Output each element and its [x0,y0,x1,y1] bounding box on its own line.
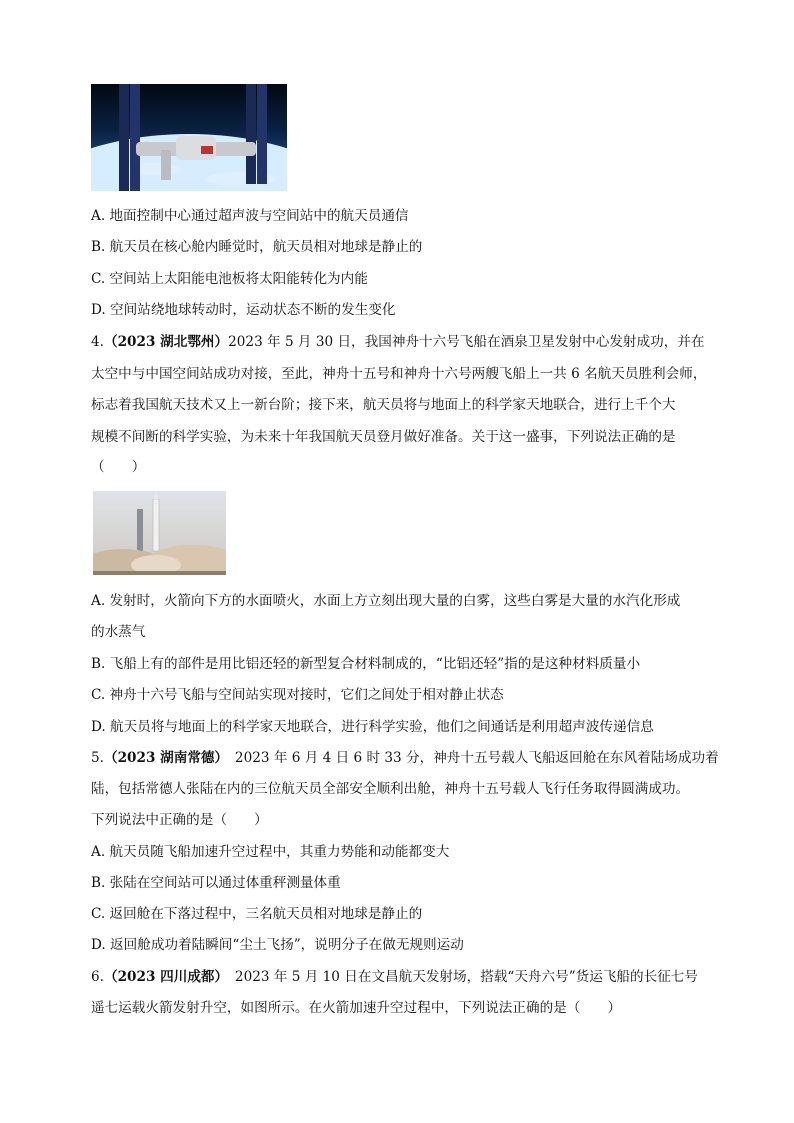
q6-source: （2023 四川成都） [103,969,222,985]
q4-answer-bracket: （ ） [91,459,146,475]
q4-stem-text: 2023 年 5 月 30 日，我国神舟十六号飞船在酒泉卫星发射中心发射成功，并在 [228,334,705,350]
q5-source: （2023 湖南常德） [103,750,222,766]
q3-option-a: A. 地面控制中心通过超声波与空间站中的航天员通信 [91,208,409,224]
q4-option-d: D. 航天员将与地面上的科学家天地联合，进行科学实验，他们之间通话是利用超声波传递信息 [91,719,654,735]
q3-option-b: B. 航天员在核心舱内睡觉时，航天员相对地球是静止的 [91,239,423,255]
q5-option-a: A. 航天员随飞船加速升空过程中，其重力势能和动能都变大 [91,844,450,860]
q4-stem-line-2: 太空中与中国空间站成功对接，至此，神舟十五号和神舟十六号两艘飞船上一共 6 名航天员胜利会师， [91,366,707,382]
q5-stem-line-3: 下列说法中正确的是（ ） [91,812,268,828]
q4-stem-line-1 [91,332,734,352]
q6-stem-text: 2023 年 5 月 10 日在文昌航天发射场，搭载“天舟六号”货运飞船的长征七号 [221,969,698,985]
q3-option-d: D. 空间站绕地球转动时，运动状态不断的发生变化 [91,302,396,318]
q5-stem-line-1 [91,748,734,768]
q3-option-c: C. 空间站上太阳能电池板将太阳能转化为内能 [91,271,368,287]
q5-stem-text: 2023 年 6 月 4 日 6 时 33 分，神舟十五号载人飞船返回舱在东风着陆场成功着 [221,750,719,766]
q4-number: 4. [91,334,104,350]
q4-option-a-line-1: A. 发射时，火箭向下方的水面喷火，水面上方立刻出现大量的白雾，这些白雾是大量的水汽化形成 [91,593,681,609]
q5-option-b: B. 张陆在空间站可以通过体重秤测量体重 [91,875,341,891]
q5-option-c: C. 返回舱在下落过程中，三名航天员相对地球是静止的 [91,906,423,922]
q5-number: 5. [91,750,104,766]
q5-option-d: D. 返回舱成功着陆瞬间“尘土飞扬”，说明分子在做无规则运动 [91,937,464,953]
q4-stem-line-3: 标志着我国航天技术又上一新台阶；接下来，航天员将与地面上的科学家天地联合，进行上千个大 [91,397,676,413]
q5-stem-line-2: 陆，包括常德人张陆在内的三位航天员全部安全顺利出舱，神舟十五号载人飞行任务取得圆满成功。 [91,781,690,797]
rocket-launch-image [93,491,226,575]
q4-stem-line-4: 规模不间断的科学实验，为未来十年我国航天员登月做好准备。关于这一盛事，下列说法正确的是 [91,429,676,445]
q4-option-c: C. 神舟十六号飞船与空间站实现对接时，它们之间处于相对静止状态 [91,687,504,703]
q4-source: （2023 湖北鄂州） [103,334,229,350]
space-station-image [91,84,287,191]
q6-stem-line-2: 遥七运载火箭发射升空，如图所示。在火箭加速升空过程中，下列说法正确的是（ ） [91,1000,622,1016]
q6-number: 6. [91,969,104,985]
q4-option-b: B. 飞船上有的部件是用比铝还轻的新型复合材料制成的，“比铝还轻”指的是这种材料质量小 [91,656,641,672]
q6-stem-line-1 [91,967,734,987]
q4-option-a-line-2: 的水蒸气 [91,624,146,640]
